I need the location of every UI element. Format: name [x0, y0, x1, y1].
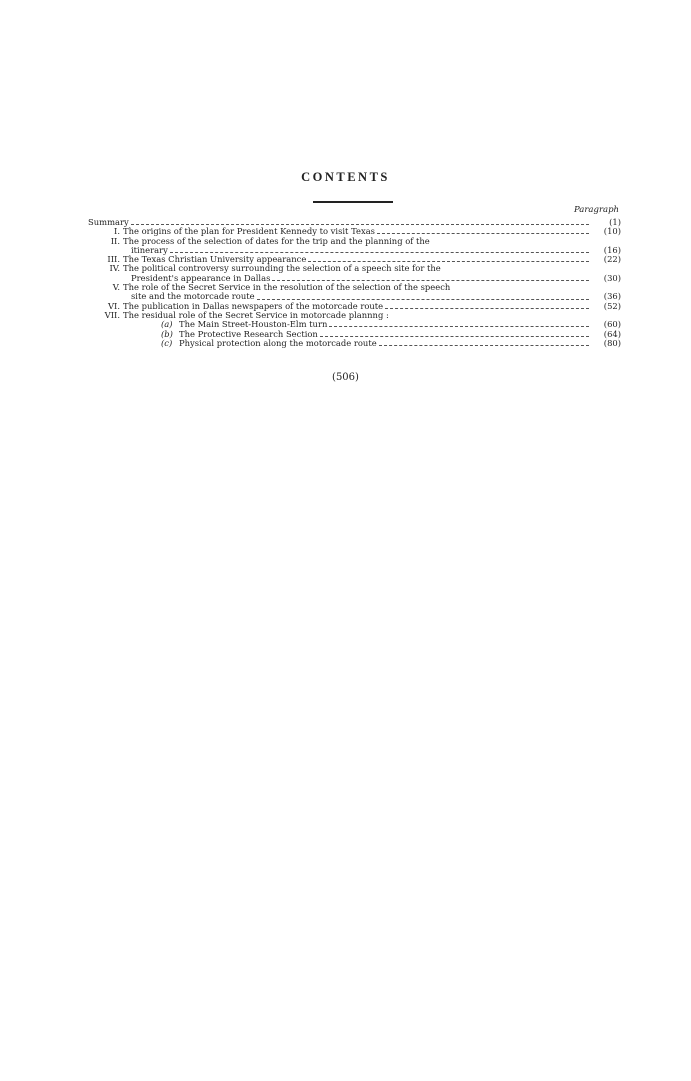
- leader-dots: [131, 224, 589, 225]
- toc-entry: [88, 237, 621, 256]
- entry-text: The publication in Dallas newspapers of the motorcade route: [123, 300, 384, 311]
- page-number: (506): [332, 372, 359, 383]
- entry-number: VII.: [104, 309, 120, 320]
- leader-dots: [308, 261, 589, 262]
- leader-dots: [257, 299, 589, 300]
- toc-subentry: [88, 339, 621, 348]
- entry-number: V.: [112, 282, 120, 293]
- entry-text-line1: The role of the Secret Service in the resolution of the selection of the speech: [123, 282, 451, 293]
- paragraph-ref: (16): [603, 244, 621, 255]
- entry-text-line1: The process of the selection of dates for the trip and the planning of the: [123, 235, 430, 246]
- leader-dots: [385, 308, 589, 309]
- leader-dots: [320, 336, 589, 337]
- page-title: CONTENTS: [301, 170, 390, 184]
- entry-number: II.: [110, 235, 120, 246]
- paragraph-ref: (1): [609, 217, 621, 227]
- entry-text-line1: The political controversy surrounding the selection of a speech site for the: [123, 263, 441, 274]
- subentry-text: Physical protection along the motorcade route: [179, 337, 377, 348]
- leader-dots: [379, 345, 589, 346]
- paragraph-ref: (60): [603, 319, 621, 330]
- toc-entry: [88, 264, 621, 283]
- title-rule: [313, 201, 393, 203]
- subentry-letter: (a): [161, 319, 173, 330]
- entry-number: III.: [107, 254, 120, 265]
- paragraph-ref: (10): [603, 226, 621, 237]
- toc-entry: [88, 283, 621, 302]
- entry-text: The residual role of the Secret Service in motorcade plannng :: [123, 309, 389, 320]
- entry-text: The Texas Christian University appearance: [123, 254, 307, 265]
- leader-dots: [272, 280, 589, 281]
- entry-number: I.: [114, 226, 120, 237]
- table-of-contents: [88, 218, 621, 348]
- entry-number: VI.: [107, 300, 120, 311]
- leader-dots: [170, 252, 589, 253]
- entry-text-line2: itinerary: [131, 244, 168, 255]
- subentry-letter: (b): [161, 328, 173, 339]
- leader-dots: [329, 326, 589, 327]
- entry-text-line2: President's appearance in Dallas: [131, 272, 271, 283]
- subentry-text: The Protective Research Section: [179, 328, 318, 339]
- paragraph-ref: (80): [603, 337, 621, 348]
- subentry-text: The Main Street-Houston-Elm turn: [179, 319, 328, 330]
- entry-text: The origins of the plan for President Kennedy to visit Texas: [123, 226, 375, 237]
- column-heading: Paragraph: [573, 205, 619, 215]
- paragraph-ref: (30): [603, 272, 621, 283]
- paragraph-ref: (64): [603, 328, 621, 339]
- entry-text-line2: site and the motorcade route: [131, 291, 255, 302]
- subentry-letter: (c): [161, 337, 173, 348]
- paragraph-ref: (22): [603, 254, 621, 265]
- paragraph-ref: (36): [603, 291, 621, 302]
- entry-number: IV.: [109, 263, 120, 274]
- leader-dots: [377, 233, 589, 234]
- entry-text: Summary: [88, 217, 129, 227]
- paragraph-ref: (52): [603, 300, 621, 311]
